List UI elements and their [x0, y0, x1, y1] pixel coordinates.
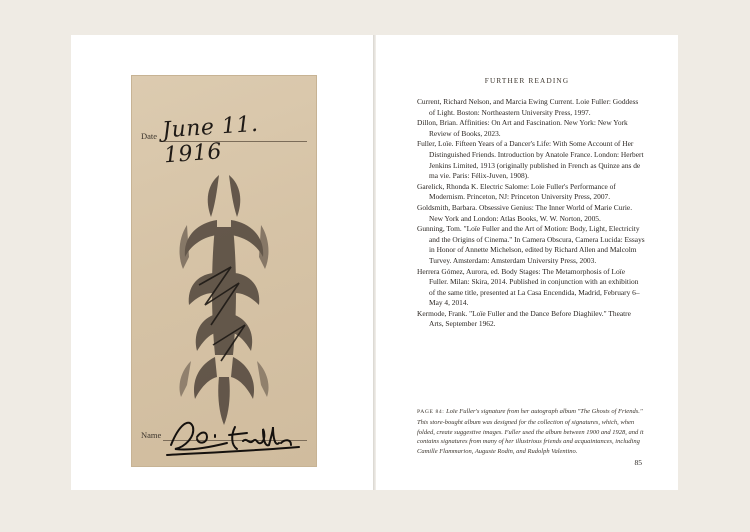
bibliography-entry: Kermode, Frank. "Loïe Fuller and the Dance Before Diaghilev." Theatre Arts, September 1962.	[417, 308, 631, 329]
bibliography-entry: Garelick, Rhonda K. Electric Salome: Loie Fuller's Performance of Modernism. Princeton, NJ: Princeton University Press, 2007.	[417, 181, 616, 202]
bibliography-list	[417, 97, 645, 330]
left-page	[71, 35, 373, 490]
right-page	[376, 35, 678, 490]
bibliography-entry: Fuller, Loïe. Fifteen Years of a Dancer's Life: With Some Account of Her Distinguished Friends. Introduction by Anatole France. London: Herbert Jenkins Limited, 1913 (originally published in French as Quinze ans de ma vie. Paris: Félix-Juven, 1908).	[417, 139, 644, 181]
running-head: FURTHER READING	[484, 77, 570, 85]
bibliography-entry: Goldsmith, Barbara. Obsessive Genius: The Inner World of Marie Curie. New York and London: Atlas Books, W. W. Norton, 2005.	[417, 202, 633, 223]
figure-caption	[417, 407, 645, 457]
bibliography-entry: Current, Richard Nelson, and Marcia Ewing Current. Loie Fuller: Goddess of Light. Boston: Northeastern University Press, 1997.	[417, 97, 639, 117]
page-number: 85	[634, 458, 642, 467]
card-name-label: Name	[141, 430, 162, 440]
signature-image	[131, 75, 317, 467]
card-date-label: Date	[141, 131, 158, 141]
card-date-value: June 11. 1916	[161, 111, 260, 169]
caption-lead: PAGE 84:	[417, 409, 445, 415]
caption-text: Loïe Fuller's signature from her autograph album "The Ghosts of Friends." This store-bought album was designed for the collection of signatures, which, when folded, create suggestive images. Fuller used the album between 1900 and 1928, and it contains signatures from many of her illustrious friends and acquaintances, including Camille Flammarion, Auguste Rodin, and Rudolph Valentino.	[417, 408, 644, 456]
bibliography-entry: Dillon, Brian. Affinities: On Art and Fascination. New York: New York Review of Books, 2023.	[417, 118, 628, 138]
bibliography-entry: Gunning, Tom. "Loïe Fuller and the Art of Motion: Body, Light, Electricity and the Origins of Cinema." In Camera Obscura, Camera Lucida: Essays in Honor of Annette Michelson, edited by Richard Allen and Malcolm Turvey. Amsterdam: Amsterdam University Press, 2003.	[417, 224, 645, 265]
autograph-card	[131, 75, 317, 467]
bibliography-entry: Herrera Gómez, Aurora, ed. Body Stages: The Metamorphosis of Loïe Fuller. Milan: Skira, 2014. Published in conjunction with an exhibition of the same title, presented at La Casa Encendida, Madrid, February 6–May 4, 2014.	[417, 266, 640, 308]
